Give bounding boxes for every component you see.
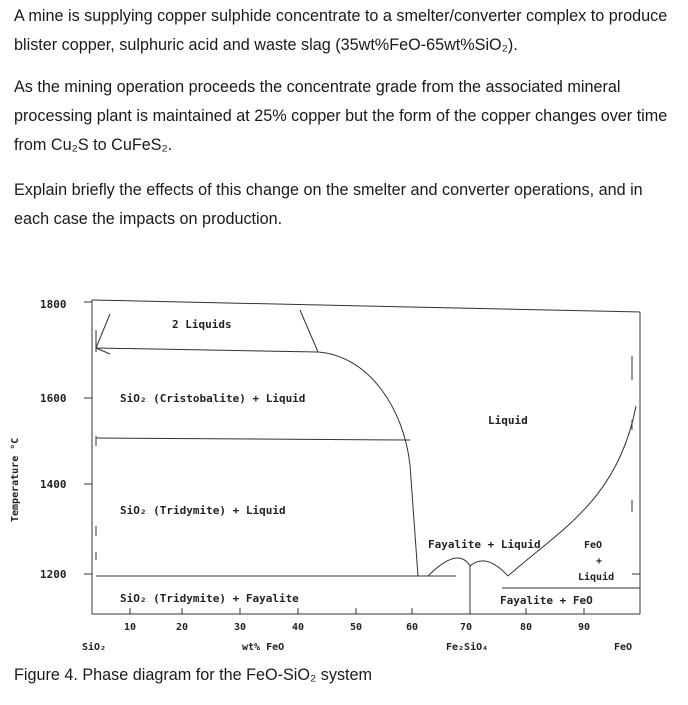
region-feo-liquid-1: FeO (584, 540, 603, 551)
x-tick-60: 60 (406, 622, 419, 633)
y-tick-1600: 1600 (40, 392, 67, 405)
x-tick-30: 30 (234, 622, 247, 633)
diagram-frame (84, 300, 640, 614)
region-two-liquids: 2 Liquids (172, 318, 232, 331)
x-tick-70: 70 (460, 622, 473, 633)
region-fayalite-liquid: Fayalite + Liquid (428, 538, 541, 551)
region-feo-liquid-2: + (596, 556, 603, 567)
x-left-end-label: SiO₂ (82, 642, 107, 653)
phase-diagram (0, 290, 688, 670)
region-feo-liquid-3: Liquid (578, 572, 615, 583)
x-tick-10: 10 (124, 622, 137, 633)
region-tridymite-fayalite: SiO₂ (Tridymite) + Fayalite (120, 592, 299, 605)
x-axis-label: wt% FeO (242, 642, 285, 653)
phase-boundaries (96, 310, 640, 614)
x-tick-40: 40 (292, 622, 305, 633)
x-tick-80: 80 (520, 622, 533, 633)
question-paragraph-1: A mine is supplying copper sulphide concentrate to a smelter/converter complex to produce blister copper, sulphuric acid and waste slag (35wt%FeO-65wt%SiO₂). (14, 7, 668, 54)
region-liquid: Liquid (488, 414, 528, 427)
x-right-end-label: FeO (614, 642, 633, 653)
y-tick-1800: 1800 (40, 298, 67, 311)
x-tick-20: 20 (176, 622, 189, 633)
figure-caption: Figure 4. Phase diagram for the FeO-SiO₂ system (14, 666, 373, 684)
region-cristobalite-liquid: SiO₂ (Cristobalite) + Liquid (120, 392, 306, 405)
y-tick-1200: 1200 (40, 568, 67, 581)
x-tick-50: 50 (350, 622, 363, 633)
compound-label: Fe₂SiO₄ (446, 642, 489, 653)
y-axis-label: Temperature °C (10, 437, 21, 522)
question-paragraph-2: As the mining operation proceeds the concentrate grade from the associated mineral processing plant is maintained at 25% copper but the form of the copper changes over time from Cu₂S to CuFeS₂. (14, 78, 668, 154)
question-paragraph-3: Explain briefly the effects of this change on the smelter and converter operations, and in each case the impacts on production. (14, 181, 643, 228)
y-tick-1400: 1400 (40, 478, 67, 491)
region-fayalite-feo: Fayalite + FeO (500, 594, 593, 607)
region-tridymite-liquid: SiO₂ (Tridymite) + Liquid (120, 504, 286, 517)
x-tick-90: 90 (578, 622, 591, 633)
